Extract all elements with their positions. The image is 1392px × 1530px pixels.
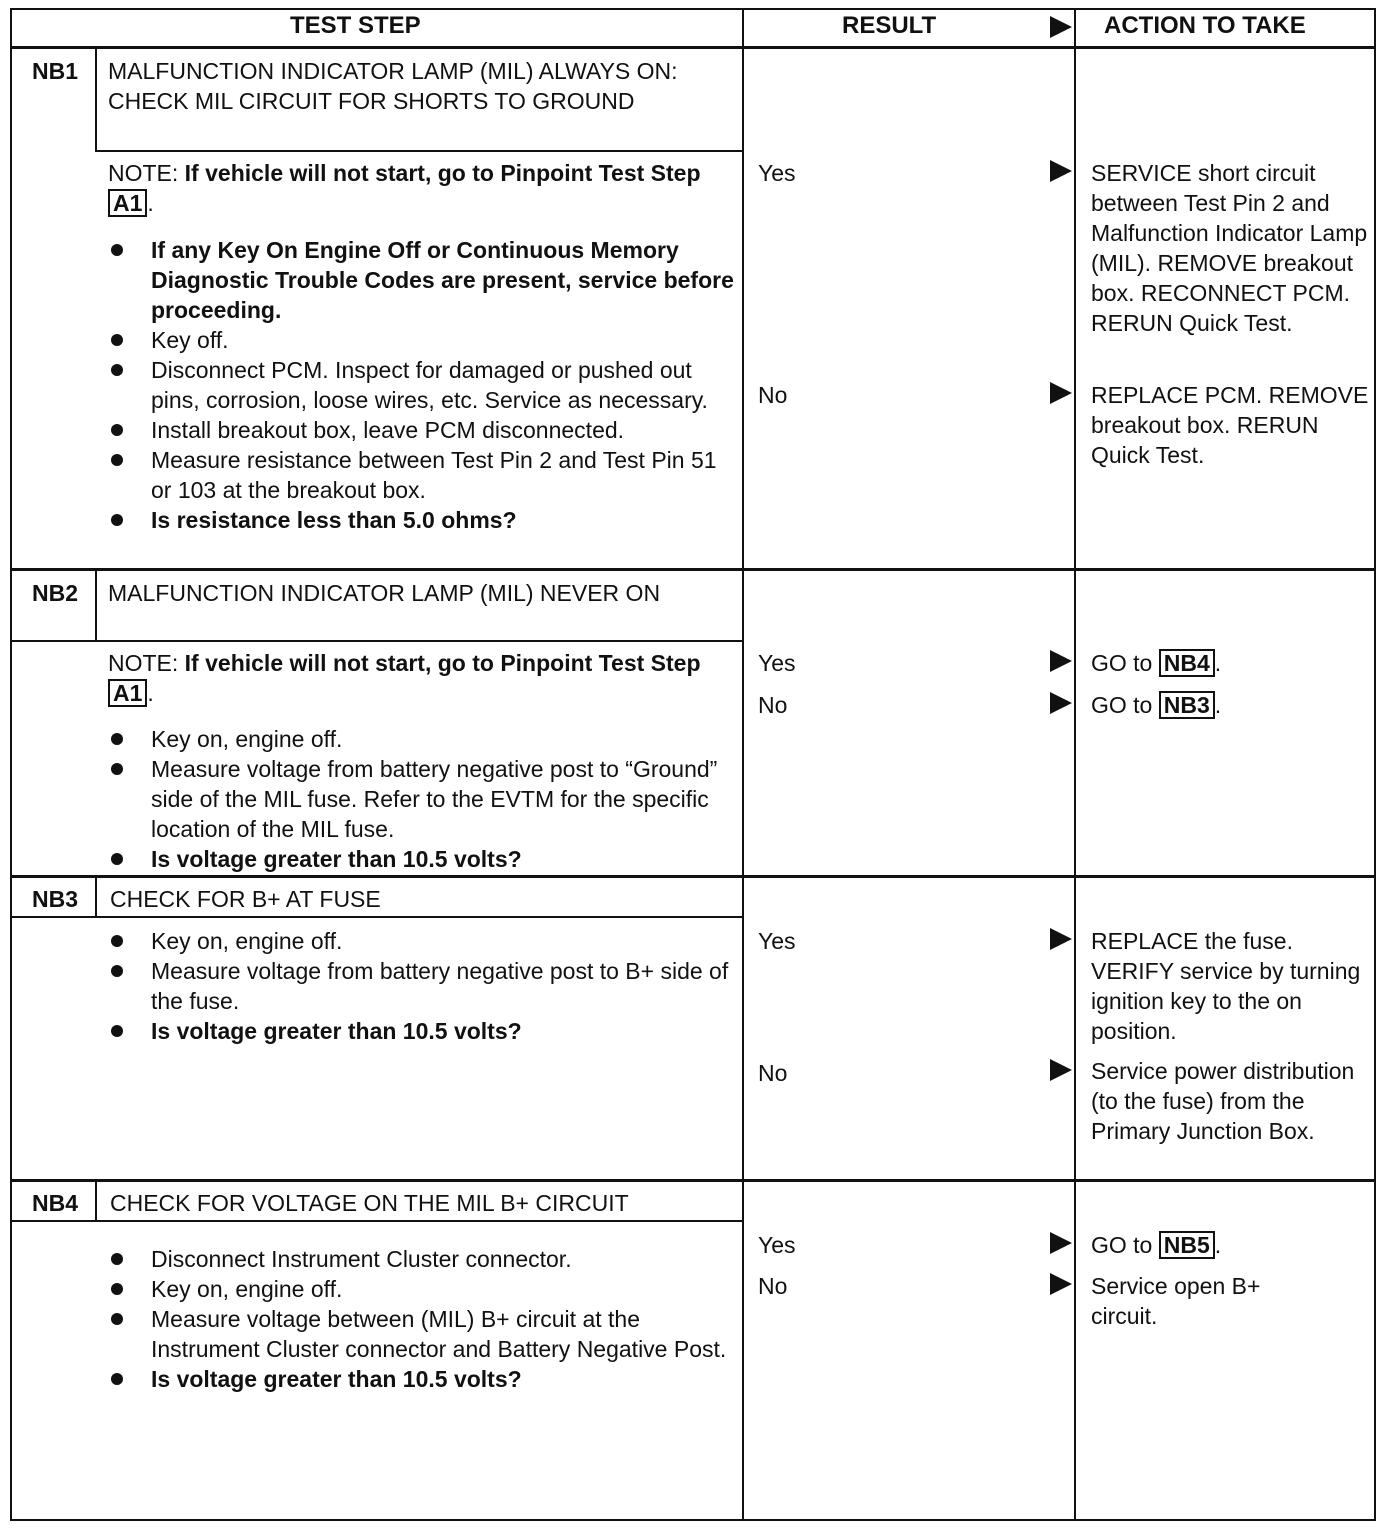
arrow-icon — [1050, 692, 1072, 714]
bullet-icon — [111, 514, 123, 526]
table-border-bottom — [10, 1519, 1376, 1521]
action-text: GO to NB5 . — [1091, 1232, 1222, 1258]
list-item: Install breakout box, leave PCM disconnected. — [108, 415, 738, 445]
header-result: RESULT — [842, 12, 937, 39]
step-id: NB1 — [31, 58, 78, 84]
list-item: If any Key On Engine Off or Continuous Memory Diagnostic Trouble Codes are present, service before proceeding. — [108, 235, 738, 325]
bullet-icon — [111, 1373, 123, 1385]
table-border-top — [10, 8, 1376, 10]
bullet-icon — [111, 1025, 123, 1037]
list-item: Is voltage greater than 10.5 volts? — [108, 844, 738, 874]
action-text: GO to NB4 . — [1091, 650, 1222, 676]
result-no: No — [758, 1060, 788, 1086]
list-item: Measure voltage between (MIL) B+ circuit at the Instrument Cluster connector and Battery Negative Post. — [108, 1304, 738, 1364]
arrow-icon — [1050, 16, 1072, 38]
list-item: Measure voltage from battery negative post to B+ side of the fuse. — [108, 956, 738, 1016]
step-title: MALFUNCTION INDICATOR LAMP (MIL) NEVER ON — [108, 580, 661, 606]
bullet-icon — [111, 935, 123, 947]
step-note: NOTE: If vehicle will not start, go to Pinpoint Test StepA1 . — [108, 160, 701, 216]
step-title: MALFUNCTION INDICATOR LAMP (MIL) ALWAYS ON: CHECK MIL CIRCUIT FOR SHORTS TO GROUND — [108, 58, 678, 114]
note-prefix: NOTE: — [108, 160, 179, 186]
row-divider — [10, 1179, 1376, 1182]
column-divider-action — [1074, 8, 1076, 1521]
action-text: SERVICE short circuit between Test Pin 2 and Malfunction Indicator Lamp (MIL). REMOVE breakout box. RECONNECT PCM. RERUN Quick Test. — [1091, 160, 1368, 336]
step-id: NB4 — [31, 1190, 78, 1216]
result-yes: Yes — [758, 650, 796, 676]
step-note: NOTE: If vehicle will not start, go to Pinpoint Test Step A1 . — [108, 650, 701, 706]
bullet-icon — [111, 763, 123, 775]
title-divider — [10, 1220, 744, 1222]
bullet-icon — [111, 334, 123, 346]
arrow-icon — [1050, 1059, 1072, 1081]
list-item: Measure voltage from battery negative post to “Ground” side of the MIL fuse. Refer to the EVTM for the specific location of the MIL fuse. — [108, 754, 738, 844]
action-text: REPLACE PCM. REMOVE breakout box. RERUN Quick Test. — [1091, 382, 1369, 468]
arrow-icon — [1050, 1232, 1072, 1254]
step-bullets — [108, 926, 738, 1046]
list-item: Is voltage greater than 10.5 volts? — [108, 1364, 738, 1394]
list-item: Key on, engine off. — [108, 1274, 738, 1304]
pinpoint-step-ref[interactable]: A1 — [108, 679, 147, 707]
header-test-step: TEST STEP — [290, 12, 421, 39]
title-divider — [10, 640, 744, 642]
bullet-icon — [111, 1283, 123, 1295]
step-link[interactable]: NB3 — [1159, 691, 1215, 719]
id-column-divider — [95, 570, 97, 640]
result-no: No — [758, 692, 788, 718]
action-text: Service open B+ circuit. — [1091, 1273, 1261, 1329]
step-link[interactable]: NB4 — [1159, 649, 1215, 677]
step-bullets — [108, 1244, 738, 1394]
bullet-icon — [111, 1253, 123, 1265]
action-text: GO to NB3 . — [1091, 692, 1222, 718]
bullet-icon — [111, 853, 123, 865]
bullet-icon — [111, 965, 123, 977]
list-item: Key on, engine off. — [108, 724, 738, 754]
list-item: Disconnect PCM. Inspect for damaged or pushed out pins, corrosion, loose wires, etc. Service as necessary. — [108, 355, 738, 415]
step-id: NB2 — [31, 580, 78, 606]
step-bullets — [108, 235, 738, 535]
arrow-icon — [1050, 928, 1072, 950]
step-title: CHECK FOR VOLTAGE ON THE MIL B+ CIRCUIT — [110, 1190, 629, 1216]
list-item: Disconnect Instrument Cluster connector. — [108, 1244, 738, 1274]
bullet-icon — [111, 454, 123, 466]
note-prefix: NOTE: — [108, 650, 179, 676]
table-border-left — [10, 8, 12, 1521]
list-item: Key on, engine off. — [108, 926, 738, 956]
result-yes: Yes — [758, 160, 796, 186]
step-id: NB3 — [31, 886, 78, 912]
bullet-icon — [111, 1313, 123, 1325]
note-text: If vehicle will not start, go to Pinpoint Test Step — [184, 160, 701, 186]
list-item: Is resistance less than 5.0 ohms? — [108, 505, 738, 535]
id-column-divider — [95, 48, 97, 150]
step-title: CHECK FOR B+ AT FUSE — [110, 886, 381, 912]
row-divider — [10, 568, 1376, 571]
bullet-icon — [111, 244, 123, 256]
step-link[interactable]: NB5 — [1159, 1231, 1215, 1259]
column-divider-result — [742, 8, 744, 1521]
result-yes: Yes — [758, 928, 796, 954]
title-divider — [95, 150, 744, 152]
arrow-icon — [1050, 382, 1072, 404]
bullet-icon — [111, 364, 123, 376]
header-action-to-take: ACTION TO TAKE — [1104, 12, 1306, 39]
pinpoint-step-ref[interactable]: A1 — [108, 189, 147, 217]
action-text: REPLACE the fuse. VERIFY service by turning ignition key to the on position. — [1091, 928, 1361, 1044]
note-text: If vehicle will not start, go to Pinpoint Test Step — [184, 650, 701, 676]
result-yes: Yes — [758, 1232, 796, 1258]
bullet-icon — [111, 424, 123, 436]
list-item: Measure resistance between Test Pin 2 and Test Pin 51 or 103 at the breakout box. — [108, 445, 738, 505]
id-column-divider — [95, 1181, 97, 1221]
list-item: Is voltage greater than 10.5 volts? — [108, 1016, 738, 1046]
step-bullets — [108, 724, 738, 874]
id-column-divider — [95, 877, 97, 917]
arrow-icon — [1050, 1273, 1072, 1295]
row-divider — [10, 875, 1376, 878]
list-item: Key off. — [108, 325, 738, 355]
arrow-icon — [1050, 160, 1072, 182]
action-text: Service power distribution (to the fuse) from the Primary Junction Box. — [1091, 1058, 1355, 1144]
arrow-icon — [1050, 650, 1072, 672]
header-divider — [10, 46, 1376, 49]
result-no: No — [758, 382, 788, 408]
result-no: No — [758, 1273, 788, 1299]
bullet-icon — [111, 733, 123, 745]
title-divider — [10, 916, 744, 918]
